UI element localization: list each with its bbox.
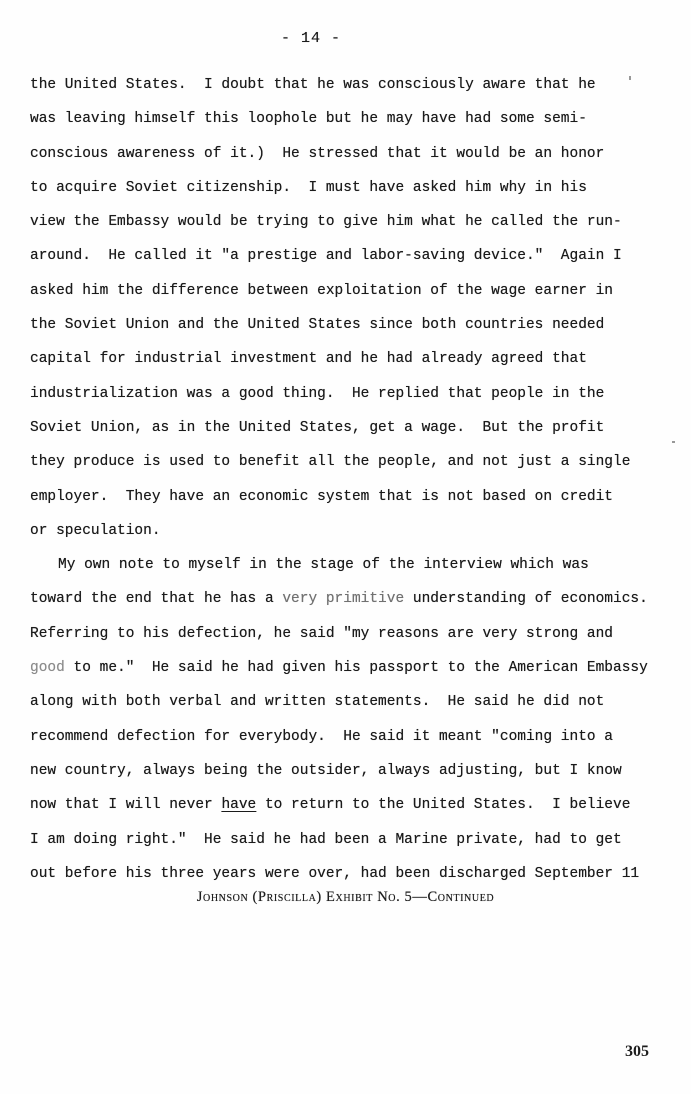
text-segment: now that I will never <box>30 797 222 814</box>
document-body <box>30 68 680 891</box>
text-line <box>30 651 680 685</box>
exhibit-caption: Johnson (Priscilla) Exhibit No. 5—Continued <box>196 889 495 905</box>
text-line: view the Embassy would be trying to give him what he called the run- <box>30 214 622 231</box>
text-segment: toward the end that he has a <box>30 591 283 608</box>
page-number-footer: 305 <box>625 1043 649 1060</box>
text-line: the United States. I doubt that he was consciously aware that he <box>30 77 596 93</box>
scan-artifact <box>672 441 675 443</box>
text-line: along with both verbal and written statements. He said he did not <box>30 694 605 711</box>
text-line: asked him the difference between exploitation of the wage earner in <box>30 282 613 299</box>
text-line: the Soviet Union and the United States since both countries needed <box>30 317 605 334</box>
text-segment: to return to the United States. I believe <box>256 797 631 814</box>
scan-artifact <box>629 76 631 80</box>
text-line: recommend defection for everybody. He said it meant "coming into a <box>30 728 613 745</box>
text-line <box>30 788 680 822</box>
text-line: out before his three years were over, had been discharged September 11 <box>30 865 640 882</box>
text-line: employer. They have an economic system that is not based on credit <box>30 488 613 505</box>
text-line <box>30 582 680 616</box>
text-line: or speculation. <box>30 522 161 539</box>
text-line-paragraph-start: My own note to myself in the stage of the interview which was <box>58 557 589 574</box>
text-line: Referring to his defection, he said "my reasons are very strong and <box>30 625 613 642</box>
text-line: industrialization was a good thing. He replied that people in the <box>30 385 605 402</box>
text-line: I am doing right." He said he had been a Marine private, had to get <box>30 831 622 848</box>
text-line: capital for industrial investment and he had already agreed that <box>30 351 587 368</box>
text-segment: to me." He said he had given his passport to the American Embassy <box>64 660 648 677</box>
text-line: conscious awareness of it.) He stressed that it would be an honor <box>30 145 605 162</box>
text-line: Soviet Union, as in the United States, get a wage. But the profit <box>30 419 605 436</box>
text-line: around. He called it "a prestige and labor-saving device." Again I <box>30 248 622 265</box>
text-line: was leaving himself this loophole but he may have had some semi- <box>30 111 587 128</box>
faded-text-segment: good <box>30 660 65 677</box>
text-line: new country, always being the outsider, always adjusting, but I know <box>30 762 622 779</box>
faded-text-segment: very primitive <box>282 591 405 608</box>
text-line: they produce is used to benefit all the people, and not just a single <box>30 454 631 471</box>
text-segment: understanding of economics. <box>404 591 648 608</box>
page-number-header: - 14 - <box>280 30 341 47</box>
underlined-word: have <box>221 797 257 814</box>
text-line: to acquire Soviet citizenship. I must have asked him why in his <box>30 179 587 196</box>
